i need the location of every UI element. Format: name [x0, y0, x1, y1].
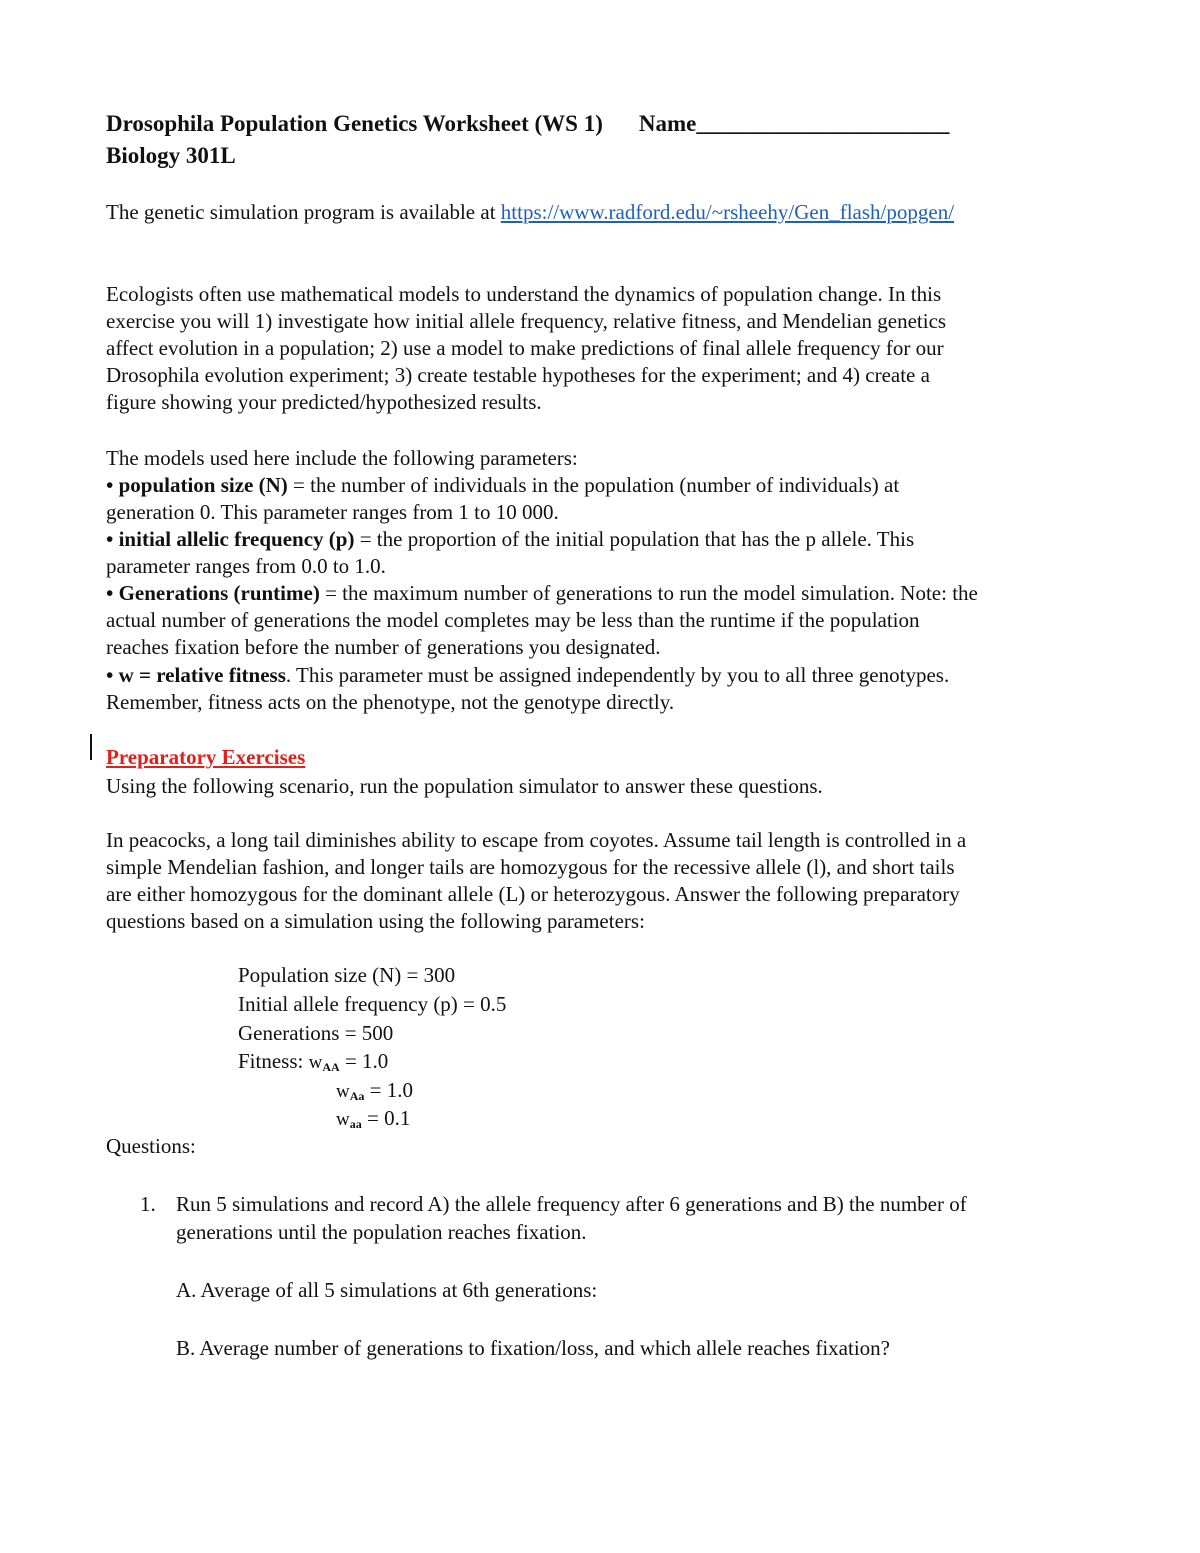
sim-pop-size: Population size (N) = 300 [238, 963, 456, 987]
sim-generations: Generations = 500 [238, 1021, 394, 1045]
question-1a-label: A. [176, 1278, 197, 1302]
param-population-size [106, 472, 899, 499]
param-initial-frequency-term: • initial allelic frequency (p) [106, 527, 355, 551]
title-text: Drosophila Population Genetics Worksheet (WS 1) [106, 111, 603, 136]
param-generations-cont-2: reaches fixation before the number of generations you designated. [106, 635, 661, 659]
question-1b-label: B. [176, 1336, 196, 1360]
intro-line-5: figure showing your predicted/hypothesized results. [106, 390, 542, 414]
sim-initial-frequency: Initial allele frequency (p) = 0.5 [238, 992, 507, 1016]
param-fitness [106, 662, 949, 689]
fitness-aa-value: = 0.1 [361, 1106, 411, 1130]
w-symbol: w [336, 1109, 350, 1130]
course-label: Biology 301L [106, 143, 236, 168]
param-initial-frequency [106, 526, 914, 553]
fitness-Aa-value: = 1.0 [364, 1078, 413, 1102]
intro-line-1: Ecologists often use mathematical models to understand the dynamics of population change. In this [106, 282, 942, 306]
params-heading: The models used here include the following parameters: [106, 446, 578, 470]
param-generations-cont-1: actual number of generations the model completes may be less than the runtime if the population [106, 608, 920, 632]
param-population-size-term: • population size (N) [106, 473, 288, 497]
w-symbol: w [308, 1052, 323, 1073]
scenario-line-4: questions based on a simulation using the following parameters: [106, 909, 645, 933]
intro-line-4: Drosophila evolution experiment; 3) create testable hypotheses for the experiment; and 4) create a [106, 363, 930, 387]
genotype-AA: AA [322, 1060, 340, 1074]
text-cursor [90, 734, 92, 760]
param-fitness-term: • w = relative fitness [106, 663, 286, 687]
param-fitness-cont: Remember, fitness acts on the phenotype, not the genotype directly. [106, 690, 675, 714]
param-generations-desc: = the maximum number of generations to run the model simulation. Note: the [319, 581, 978, 605]
simulator-link[interactable]: https://www.radford.edu/~rsheehy/Gen_flash/popgen/ [500, 200, 955, 224]
scenario-line-3: are either homozygous for the dominant allele (L) or heterozygous. Answer the following preparatory [106, 882, 960, 906]
question-1a-text: Average of all 5 simulations at 6th generations: [200, 1278, 598, 1302]
questions-label: Questions: [106, 1134, 196, 1158]
prep-heading: Preparatory Exercises [106, 745, 306, 769]
prep-instruction: Using the following scenario, run the population simulator to answer these questions. [106, 774, 823, 798]
param-population-size-cont: generation 0. This parameter ranges from 1 to 10 000. [106, 500, 559, 524]
scenario-line-1: In peacocks, a long tail diminishes ability to escape from coyotes. Assume tail length is controlled in a [106, 828, 967, 852]
w-symbol: w [336, 1081, 350, 1102]
program-text: The genetic simulation program is available at [106, 200, 501, 224]
question-1b-text: Average number of generations to fixation/loss, and which allele reaches fixation? [199, 1336, 890, 1360]
question-1-line-1: Run 5 simulations and record A) the allele frequency after 6 generations and B) the number of [176, 1192, 967, 1216]
scenario-line-2: simple Mendelian fashion, and longer tails are homozygous for the recessive allele (l), and short tails [106, 855, 955, 879]
fitness-label: Fitness: [238, 1049, 309, 1073]
param-initial-frequency-cont: parameter ranges from 0.0 to 1.0. [106, 554, 386, 578]
param-generations [106, 580, 978, 607]
intro-line-2: exercise you will 1) investigate how initial allele frequency, relative fitness, and Mendelian genetics [106, 309, 947, 333]
question-1-line-2: generations until the population reaches fixation. [176, 1220, 587, 1244]
genotype-aa: aa [349, 1117, 362, 1131]
program-availability [106, 199, 954, 226]
param-generations-term: • Generations (runtime) [106, 581, 320, 605]
param-initial-frequency-desc: = the proportion of the initial population that has the p allele. This [354, 527, 915, 551]
sim-fitness-aa [336, 1105, 410, 1138]
worksheet-title [106, 110, 949, 137]
question-1a [176, 1277, 597, 1304]
param-population-size-desc: = the number of individuals in the population (number of individuals) at [287, 473, 900, 497]
fitness-AA-value: = 1.0 [339, 1049, 389, 1073]
name-field-label: Name______________________ [638, 111, 950, 136]
intro-line-3: affect evolution in a population; 2) use a model to make predictions of final allele frequency for our [106, 336, 944, 360]
question-1-number: 1. [140, 1192, 156, 1216]
question-1b [176, 1335, 890, 1362]
genotype-Aa: Aa [349, 1089, 365, 1103]
param-fitness-desc: . This parameter must be assigned independently by you to all three genotypes. [285, 663, 950, 687]
